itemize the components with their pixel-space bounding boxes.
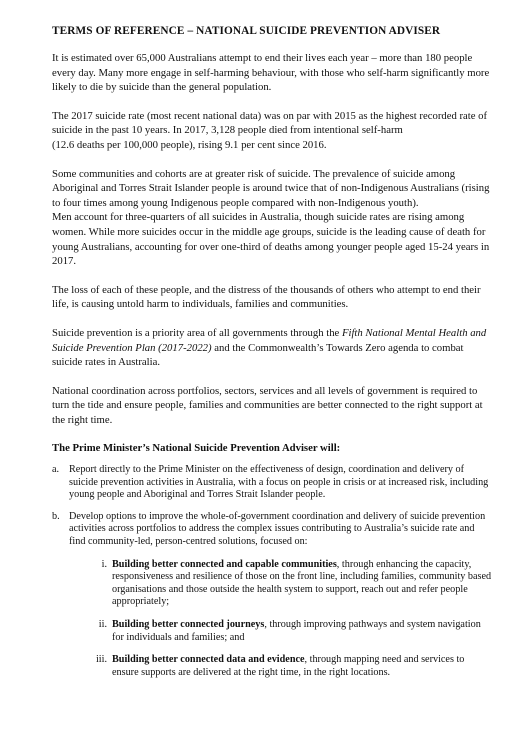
sub-list-marker: ii. — [98, 619, 107, 630]
sub-item-text: , through enhancing the capacity, responsiveness and resilience of those on the front line, including families, community based organisations and those outside the health system to support, reach out and refer people appropriately; — [112, 558, 492, 608]
paragraph-coordination: National coordination across portfolios, sectors, services and all levels of government is required to turn the tide and ensure people, families and communities are better connected to the right support at the right time. — [52, 384, 483, 426]
sub-item-ii — [69, 619, 493, 644]
paragraph-harm: The loss of each of these people, and the distress of the thousands of others who attempt to end their life, is causing untold harm to individuals, families and communities. — [52, 283, 481, 311]
document-title: TERMS OF REFERENCE – NATIONAL SUICIDE PREVENTION ADVISER — [52, 25, 441, 37]
sub-item-heading: Building better connected journeys — [112, 619, 265, 630]
sub-item-i — [69, 559, 493, 609]
adviser-duties-list — [52, 464, 493, 679]
priority-text-before: Suicide prevention is a priority area of all governments through the — [52, 326, 342, 339]
suicide-rate-line-2: (12.6 deaths per 100,000 people), rising 9.1 per cent since 2016. — [52, 138, 327, 151]
paragraph-attempts: It is estimated over 65,000 Australians attempt to end their lives each year – more than 180 people every day. Many more engage in self-harming behaviour, with those who self-harm significantly more likely to die by suicide than the general population. — [52, 52, 490, 94]
adviser-will-heading: The Prime Minister’s National Suicide Prevention Adviser will: — [52, 442, 341, 455]
sub-item-iii — [69, 654, 493, 679]
suicide-rate-line-1: The 2017 suicide rate (most recent national data) was on par with 2015 as the highest recorded rate of suicide in the past 10 years. In 2017, 3,128 people died from intentional self-harm — [52, 109, 488, 137]
list-item-b — [52, 511, 493, 680]
list-item-text: Report directly to the Prime Minister on the effectiveness of design, coordination and delivery of suicide prevention activities in Australia, with a focus on people in crisis or at increased risk, including young people and Aboriginal and Torres Strait Islander people. — [69, 464, 489, 501]
sub-list-marker: i. — [101, 558, 107, 570]
list-item-text: Develop options to improve the whole-of-government coordination and delivery of suicide prevention activities across portfolios to address the complex issues contributing to Australia’s suicide rate and find community-led, person-centred solutions, focused on: — [69, 510, 486, 548]
list-marker: b. — [52, 510, 60, 522]
list-item-a — [52, 464, 493, 502]
plan-title-italic: Fifth National Mental Health and Suicide Prevention Plan (2017-2022) — [52, 326, 487, 354]
paragraph-priority — [52, 326, 493, 370]
list-marker: a. — [52, 464, 60, 476]
paragraph-at-risk-groups — [52, 167, 493, 269]
at-risk-men-young: Men account for three-quarters of all suicides in Australia, though suicide rates are rising among women. While more suicides occur in the middle age groups, suicide is the leading cause of death for young Australians, accounting for over one-third of deaths among younger people aged 15-24 years in 2017. — [52, 211, 490, 268]
at-risk-indigenous: Some communities and cohorts are at greater risk of suicide. The prevalence of suicide among Aboriginal and Torres Strait Islander people is around twice that of non-Indigenous Australians (rising to four times among young Indigenous people compared with non-Indigenous youth). — [52, 167, 490, 209]
sub-list-marker: iii. — [95, 654, 107, 666]
sub-item-text: , through improving pathways and system navigation for individuals and families; and — [112, 619, 481, 643]
sub-item-heading: Building better connected data and evidence — [112, 654, 305, 666]
focus-areas-list — [69, 559, 493, 680]
sub-item-heading: Building better connected and capable communities — [112, 558, 337, 570]
sub-item-text: , through mapping need and services to ensure supports are delivered at the right time, in the right locations. — [112, 654, 465, 678]
priority-text-after: and the Commonwealth’s Towards Zero agenda to combat suicide rates in Australia. — [52, 341, 464, 369]
paragraph-suicide-rate — [52, 109, 493, 153]
